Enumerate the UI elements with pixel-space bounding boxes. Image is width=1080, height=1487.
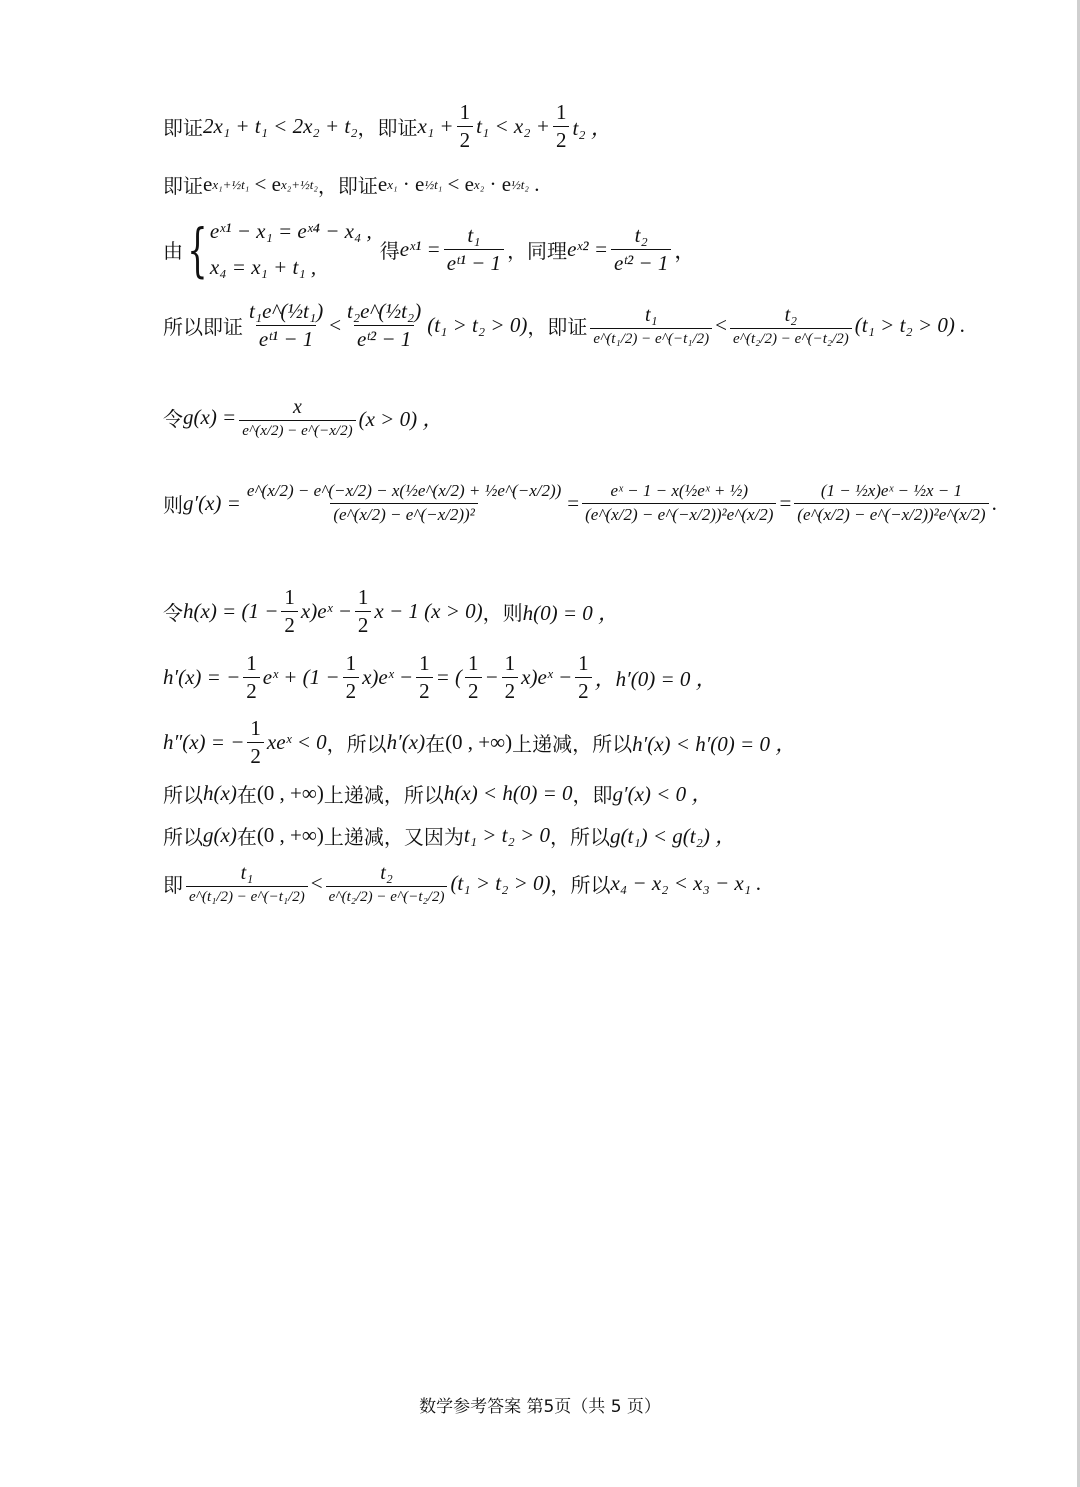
text: 在 <box>236 824 257 849</box>
text: 所以 <box>163 782 203 807</box>
math: x)eˣ − <box>300 599 352 624</box>
text: 即 <box>163 873 183 898</box>
fraction: $\frac{\text{t₁}}{\text{eᵗ¹ − 1}}$ <box>444 224 504 275</box>
exponent: x₁ <box>387 176 398 192</box>
fraction: $\frac{\text{t₂}}{\text{eᵗ² − 1}}$ <box>611 224 671 275</box>
text: 在 <box>236 782 257 807</box>
equation-system <box>210 214 372 285</box>
math: . <box>991 490 997 515</box>
math: eˣ² = <box>567 237 609 262</box>
text: 上递减，所以 <box>512 732 633 757</box>
math: x − 1 (x > 0) <box>374 599 483 624</box>
text: ，即证 <box>527 315 588 340</box>
equation: eˣ¹ − x₁ = eˣ⁴ − x₄ , <box>209 219 372 243</box>
math: e <box>203 172 213 196</box>
math: g′(x) = <box>183 490 241 515</box>
fraction: $\frac{1}{2}$ <box>416 652 433 703</box>
text: ，即证 <box>357 116 418 141</box>
text: 令 <box>163 407 183 432</box>
math: t₁ > t₂ > 0 <box>463 822 550 847</box>
line-5 <box>163 396 443 440</box>
math: (0 , +∞) <box>256 822 324 847</box>
fraction: $\frac{\text{e\textasciicircum{}(x/2) − e\textasciicircum{}(−x/2) − x(½e\textasciicircum{}(x/2) + ½e\textasciicircum{}(−x/2))}}{\text{(e\textasciicircum{}(x/2) − e\textasciicircum{}(−x/2))²}}$ <box>246 481 562 524</box>
equation: x₄ = x₁ + t₁ , <box>209 254 317 279</box>
math: ，h′(0) = 0 ， <box>594 666 717 691</box>
fraction: $\frac{x}{e\^{}(x/2) - e\^{}(-x/2)}$ <box>239 396 355 440</box>
math: · e <box>489 172 512 196</box>
text: 即证 <box>163 174 203 198</box>
math: (0 , +∞) <box>256 780 324 805</box>
line-9 <box>163 717 796 768</box>
math: eˣ¹ = <box>399 237 441 262</box>
math: = ( <box>435 665 462 690</box>
fraction: $\frac{1}{2}$ <box>502 652 519 703</box>
math: (0 , +∞) <box>445 730 513 755</box>
math: h′(x) < h′(0) = 0 ， <box>632 731 797 756</box>
line-7 <box>163 586 619 637</box>
fraction: $\frac{1}{2}$ <box>553 101 570 152</box>
math: h(x) = (1 − <box>183 599 279 624</box>
line-6 <box>163 482 997 524</box>
math: < <box>715 313 727 338</box>
text: ，同理 <box>507 239 568 264</box>
math: t₁ < x₂ + <box>476 114 550 139</box>
math: = <box>779 490 792 515</box>
math: · e <box>402 172 425 196</box>
line-2 <box>163 170 539 199</box>
text: 上递减，又因为 <box>323 824 464 849</box>
text: 上递减，所以 <box>323 782 444 807</box>
line-3 <box>163 214 695 285</box>
page-footer: 数学参考答案 第5页（共 5 页） <box>419 1397 661 1417</box>
exponent: x₂+½t₂ <box>280 176 318 192</box>
fraction: $\frac{\text{t₂e\textasciicircum{}(½t₂)}}{\text{eᵗ² − 1}}$ <box>347 299 422 352</box>
fraction: $\frac{\text{t₁}}{\text{e\textasciicircum{}(t₁/2) − e\textasciicircum{}(−t₁/2)}}$ <box>186 862 308 906</box>
line-11 <box>163 820 736 850</box>
math: g(x) <box>203 822 237 847</box>
math: h(x) < h(0) = 0 <box>443 780 573 805</box>
fraction: $\frac{1}{2}$ <box>281 586 298 637</box>
line-4 <box>163 300 965 351</box>
math: < <box>310 871 323 896</box>
text: ，所以 <box>550 873 611 898</box>
fraction: $\frac{1}{2}$ <box>343 652 360 703</box>
math: 2x₁ + t₁ < 2x₂ + t₂ <box>203 114 358 139</box>
fraction: $\frac{\text{t₂}}{\text{e\textasciicircum{}(t₂/2) − e\textasciicircum{}(−t₂/2)}}$ <box>326 862 448 906</box>
math: g′(x) < 0 ， <box>612 782 713 806</box>
text: 在 <box>425 732 446 757</box>
text: ，即证 <box>317 174 378 198</box>
fraction: $\frac{1}{2}$ <box>243 652 260 703</box>
text: 即证 <box>163 116 203 141</box>
math: = <box>567 490 580 515</box>
math: g(x) = <box>183 405 237 430</box>
fraction: $\frac{1}{2}$ <box>457 101 474 152</box>
math: h′(x) <box>386 730 426 755</box>
math: e <box>377 172 388 196</box>
math: h(0) = 0 ， <box>522 600 620 625</box>
text: 令 <box>163 601 183 626</box>
math: − <box>484 665 499 690</box>
math: < <box>329 313 342 338</box>
line-10 <box>163 778 712 808</box>
math: . <box>534 172 540 196</box>
fraction: $\frac{\text{t₁}}{\text{e\textasciicircum{}(t₁/2) − e\textasciicircum{}(−t₁/2)}}$ <box>590 304 712 348</box>
math: ， <box>674 238 696 263</box>
math: x₄ − x₂ < x₃ − x₁ . <box>610 871 762 896</box>
line-1 <box>163 101 612 152</box>
fraction: $\frac{\text{eˣ − 1 − x(½eˣ + ½)}}{\text{(e\textasciicircum{}(x/2) − e\textasciicircum{}(−x/2))²e\textasciicircum{}(x/2)}}$ <box>582 482 776 524</box>
math: h″(x) = − <box>163 730 245 755</box>
math: (t₁ > t₂ > 0) <box>427 313 528 338</box>
math: h′(x) = − <box>163 665 241 690</box>
fraction: $\frac{1}{2}$ <box>355 586 372 637</box>
line-8 <box>163 652 717 703</box>
text: ，则 <box>482 601 523 626</box>
math: eˣ + (1 − <box>262 665 340 690</box>
line-12 <box>163 862 762 906</box>
fraction: $\frac{1}{2}$ <box>465 652 482 703</box>
exponent: x₁+½t₁ <box>212 176 250 192</box>
math: x₁ + <box>417 114 454 139</box>
math: t₂ ， <box>572 115 612 140</box>
text: ，所以 <box>326 732 387 757</box>
math: g(t₁) < g(t₂) ， <box>610 824 737 848</box>
math: < e <box>254 172 281 196</box>
text: 所以 <box>163 824 203 849</box>
fraction: $\frac{\text{t₁e\textasciicircum{}(½t₁)}}{\text{eᵗ¹ − 1}}$ <box>249 299 324 352</box>
math: h(x) <box>203 780 237 805</box>
text: 所以即证 <box>163 315 243 340</box>
exponent: ½t₂ <box>511 176 529 192</box>
math: xeˣ < 0 <box>266 730 327 755</box>
text: ，所以 <box>550 824 610 849</box>
math: < e <box>447 172 474 196</box>
text: 得 <box>379 239 400 264</box>
text: ，即 <box>572 782 613 807</box>
exponent: ½t₁ <box>424 176 443 192</box>
math: (x > 0) ， <box>358 406 444 431</box>
math: x)eˣ − <box>521 665 573 690</box>
math: x)eˣ − <box>362 665 414 690</box>
math: (t₁ > t₂ > 0) <box>450 871 551 896</box>
fraction: $\frac{\text{(1 − ½x)eˣ − ½x − 1}}{\text{(e\textasciicircum{}(x/2) − e\textasciicircum{}(−x/2))²e\textasciicircum{}(x/2)}}$ <box>794 482 988 524</box>
math: (t₁ > t₂ > 0) . <box>854 313 966 338</box>
fraction: $\frac{1}{2}$ <box>247 717 264 768</box>
fraction: $\frac{\text{t₂}}{\text{e\textasciicircum{}(t₂/2) − e\textasciicircum{}(−t₂/2)}}$ <box>730 304 852 348</box>
exponent: x₂ <box>473 176 485 192</box>
left-brace: { <box>187 215 208 284</box>
text: 则 <box>163 492 183 517</box>
fraction: $\frac{1}{2}$ <box>575 652 592 703</box>
text: 由 <box>163 239 183 264</box>
